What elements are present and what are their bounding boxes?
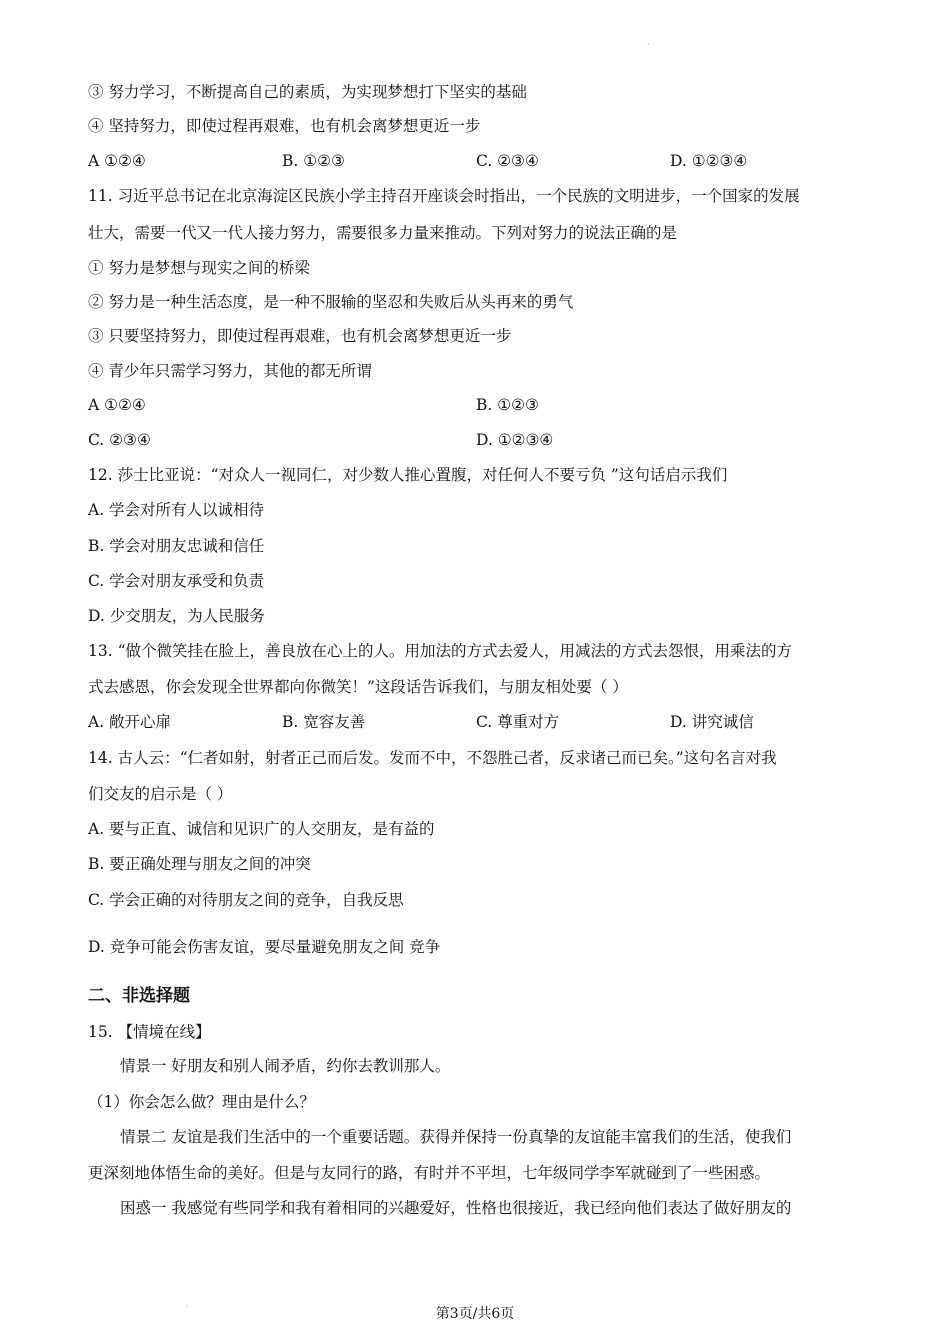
q11-option-d[interactable]: D. ①②③④ [476, 431, 554, 449]
q13-stem-line-1: 13. “做个微笑挂在脸上，善良放在心上的人。用加法的方式去爱人，用减法的方式去怨恨，用乘法的方 [88, 642, 793, 660]
q12-option-c[interactable]: C. 学会对朋友承受和负责 [88, 572, 265, 590]
q11-stem-line-1: 11. 习近平总书记在北京海淀区民族小学主持召开座谈会时指出，一个民族的文明进步，一个国家的发展 [88, 187, 800, 205]
q11-statement-3: ③ 只要坚持努力，即使过程再艰难，也有机会离梦想更近一步 [88, 327, 512, 345]
q11-option-b[interactable]: B. ①②③ [476, 396, 539, 414]
q12-option-a[interactable]: A. 学会对所有人以诚相待 [88, 501, 265, 519]
q10-statement-4: ④ 坚持努力，即使过程再艰难，也有机会离梦想更近一步 [88, 117, 481, 135]
scan-dot: · [647, 40, 650, 49]
q12-option-d[interactable]: D. 少交朋友，为人民服务 [88, 607, 265, 625]
q12-stem: 12. 莎士比亚说：“对众人一视同仁，对少数人推心置腹，对任何人不要亏负 ”这句话启示我们 [88, 466, 728, 484]
q12-option-b[interactable]: B. 学会对朋友忠诚和信任 [88, 537, 265, 555]
q14-option-b[interactable]: B. 要正确处理与朋友之间的冲突 [88, 855, 311, 873]
q14-option-d[interactable]: D. 竞争可能会伤害友谊，要尽量避免朋友之间 竞争 [88, 938, 441, 956]
q10-option-a[interactable]: A ①②④ [88, 152, 146, 170]
q15-scene-2-line-1: 情景二 友谊是我们生活中的一个重要话题。获得并保持一份真挚的友谊能丰富我们的生活，使我们 [120, 1128, 792, 1146]
q14-option-a[interactable]: A. 要与正直、诚信和见识广的人交朋友，是有益的 [88, 820, 435, 838]
q15-confusion-1: 困惑一 我感觉有些同学和我有着相同的兴趣爱好，性格也很接近，我已经向他们表达了做好朋友的 [120, 1199, 792, 1217]
q14-stem-line-1: 14. 古人云：“仁者如射，射者正己而后发。发而不中，不怨胜己者，反求诸己而已矣。”这句名言对我 [88, 749, 777, 767]
q11-stem-line-2: 壮大，需要一代又一代人接力努力，需要很多力量来推动。下列对努力的说法正确的是 [88, 224, 678, 242]
q11-statement-1: ① 努力是梦想与现实之间的桥梁 [88, 259, 310, 277]
q10-option-b[interactable]: B. ①②③ [282, 152, 345, 170]
q14-option-c[interactable]: C. 学会正确的对待朋友之间的竞争，自我反思 [88, 891, 404, 909]
q13-option-b[interactable]: B. 宽容友善 [282, 713, 366, 731]
scan-dot: · [186, 1302, 189, 1311]
q10-option-d[interactable]: D. ①②③④ [670, 152, 748, 170]
q13-option-c[interactable]: C. 尊重对方 [476, 713, 560, 731]
page-number: 第3页/共6页 [435, 1306, 515, 1322]
q13-stem-line-2: 式去感恩，你会发现全世界都向你微笑！”这段话告诉我们，与朋友相处要（ ） [88, 678, 628, 696]
q10-statement-3: ③ 努力学习，不断提高自己的素质，为实现梦想打下坚实的基础 [88, 83, 527, 101]
q10-option-c[interactable]: C. ②③④ [476, 152, 539, 170]
q13-option-d[interactable]: D. 讲究诚信 [670, 713, 754, 731]
q15-subquestion-1: （1）你会怎么做？理由是什么？ [88, 1093, 315, 1111]
q11-statement-2: ② 努力是一种生活态度，是一种不服输的坚忍和失败后从头再来的勇气 [88, 293, 574, 311]
q11-option-c[interactable]: C. ②③④ [88, 431, 151, 449]
q15-scene-2-line-2: 更深刻地体悟生命的美好。但是与友同行的路，有时并不平坦，七年级同学李军就碰到了一些困惑。 [88, 1164, 771, 1182]
q13-option-a[interactable]: A. 敞开心扉 [88, 713, 172, 731]
q11-option-a[interactable]: A ①②④ [88, 396, 146, 414]
section-heading: 二、非选择题 [88, 986, 190, 1006]
q15-title: 15. 【情境在线】 [88, 1023, 211, 1041]
q11-statement-4: ④ 青少年只需学习努力，其他的都无所谓 [88, 362, 372, 380]
q14-stem-line-2: 们交友的启示是（ ） [88, 785, 233, 803]
q15-scene-1: 情景一 好朋友和别人闹矛盾，约你去教训那人。 [120, 1057, 451, 1075]
